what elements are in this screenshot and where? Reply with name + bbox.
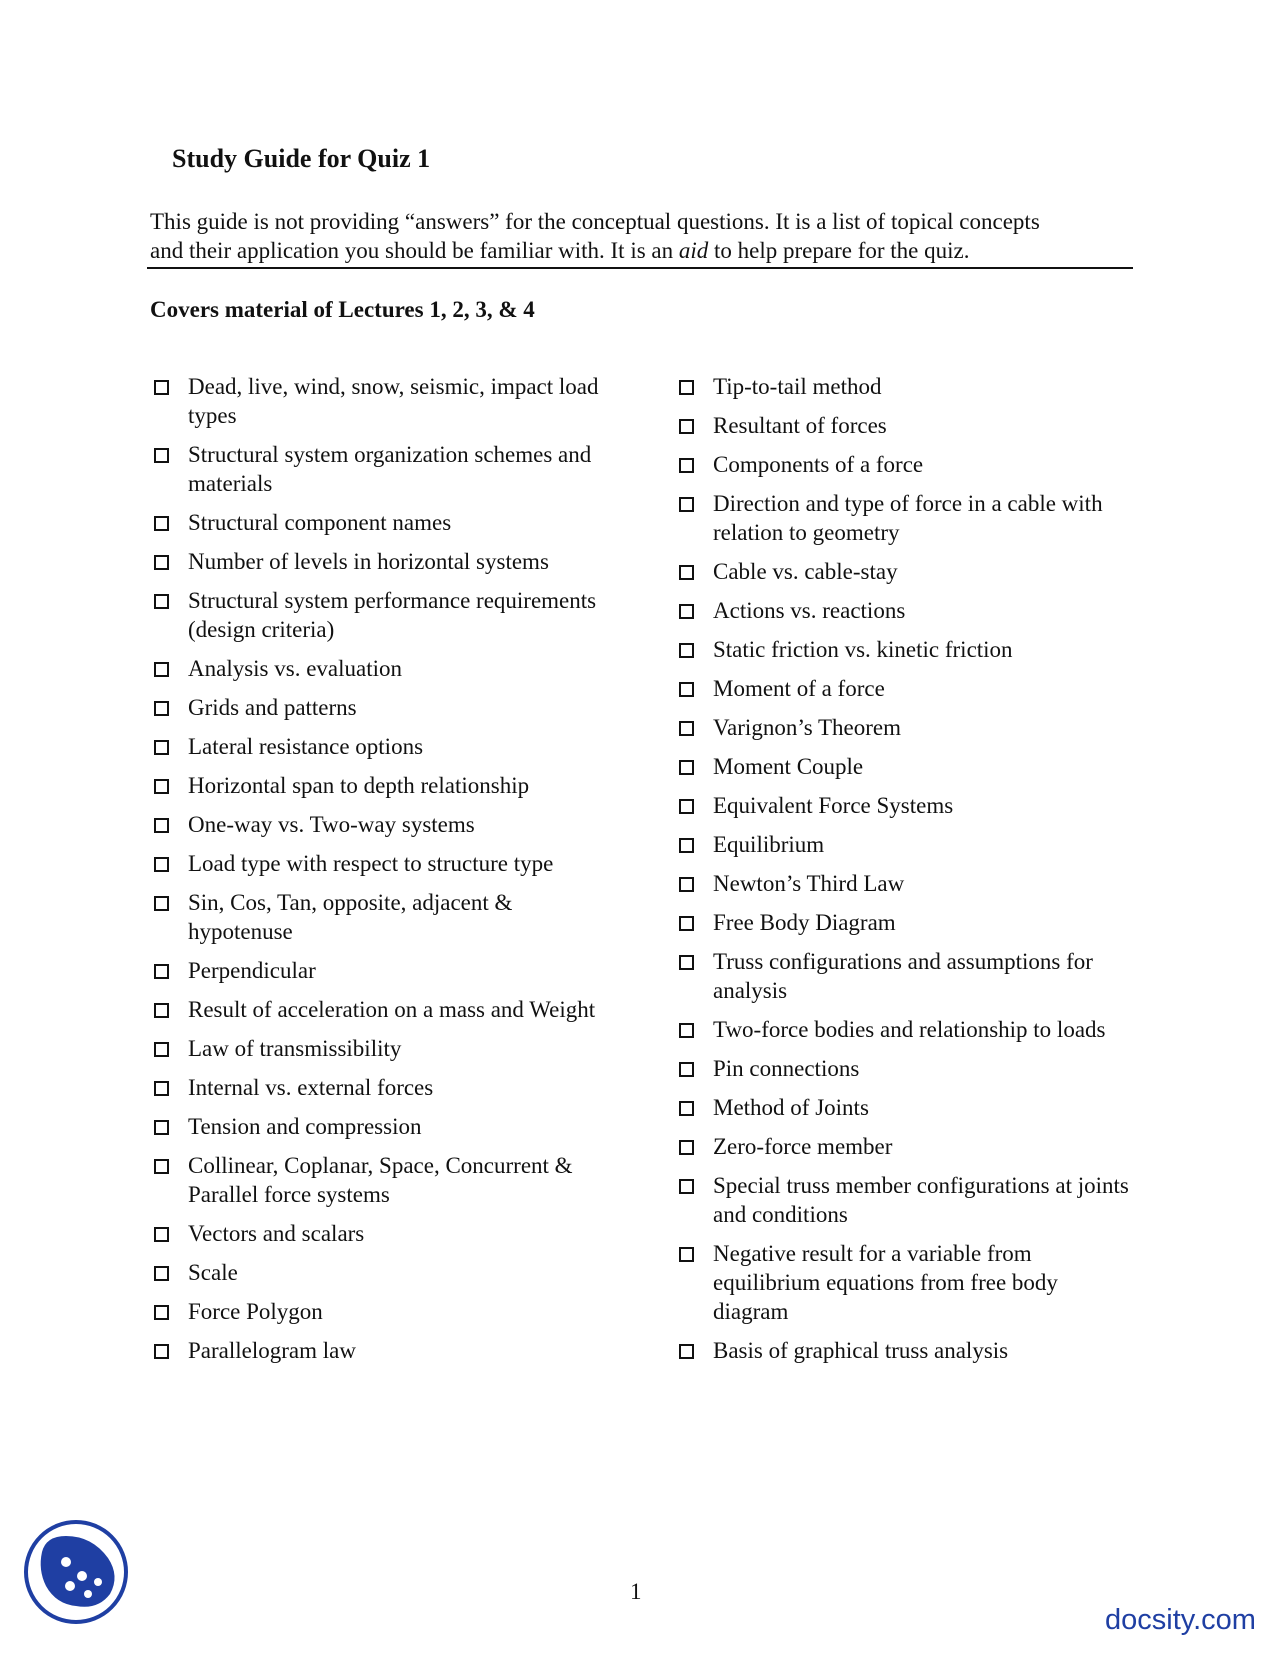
checkbox-icon[interactable]: [154, 380, 169, 395]
checklist-item-label: Zero-force member: [713, 1134, 893, 1159]
checkbox-icon[interactable]: [154, 857, 169, 872]
checklist-item-label: Equilibrium: [713, 832, 825, 857]
checkbox-icon[interactable]: [154, 1042, 169, 1057]
checklist-item-label: Result of acceleration on a mass and Weight: [188, 997, 596, 1022]
checklist-item-label: Moment of a force: [713, 676, 885, 701]
checklist-item-label: Method of Joints: [713, 1095, 869, 1120]
intro-line-2-start: and their application you should be familiar with. It is an: [150, 238, 679, 263]
checklist-item: [677, 1054, 1137, 1083]
checklist-item: [677, 635, 1137, 664]
horizontal-rule: [147, 267, 1133, 269]
checklist-item: [152, 810, 622, 839]
checklist-item-label: Two-force bodies and relationship to loads: [713, 1017, 1106, 1042]
page-number: 1: [630, 1579, 642, 1604]
intro-line-2: [150, 236, 1140, 265]
checkbox-icon[interactable]: [154, 1159, 169, 1174]
checkbox-icon[interactable]: [154, 1120, 169, 1135]
intro-line-1: This guide is not providing “answers” for the conceptual questions. It is a list of topical concepts: [150, 209, 1040, 234]
checklist-item-label: Collinear, Coplanar, Space, Concurrent & Parallel force systems: [188, 1153, 573, 1207]
checklist-item: [152, 1073, 622, 1102]
checklist-item: [152, 1034, 622, 1063]
checklist-item: [677, 1336, 1137, 1365]
checklist-item-label: Parallelogram law: [188, 1338, 356, 1363]
checkbox-icon[interactable]: [154, 1003, 169, 1018]
checklist-item-label: Number of levels in horizontal systems: [188, 549, 549, 574]
checkbox-icon[interactable]: [679, 760, 694, 775]
checkbox-icon[interactable]: [679, 682, 694, 697]
checkbox-icon[interactable]: [679, 643, 694, 658]
checklist-item: [677, 713, 1137, 742]
checkbox-icon[interactable]: [679, 955, 694, 970]
checklist-item: [152, 508, 622, 537]
checkbox-icon[interactable]: [154, 701, 169, 716]
checkbox-icon[interactable]: [679, 1344, 694, 1359]
checklist-item-label: Truss configurations and assumptions for analysis: [713, 949, 1093, 1003]
checkbox-icon[interactable]: [679, 1062, 694, 1077]
checklist-item-label: Structural system organization schemes and materials: [188, 442, 592, 496]
checklist-item-label: Structural component names: [188, 510, 452, 535]
checklist-item-label: Negative result for a variable from equilibrium equations from free body diagram: [713, 1241, 1058, 1324]
checklist-item-label: Moment Couple: [713, 754, 864, 779]
checklist-item-label: Varignon’s Theorem: [713, 715, 902, 740]
checklist-item-label: Scale: [188, 1260, 238, 1285]
checklist-item: [152, 1151, 622, 1209]
intro-emphasis: aid: [678, 238, 709, 263]
checkbox-icon[interactable]: [154, 448, 169, 463]
checklist-item: [677, 1093, 1137, 1122]
checklist-item: [152, 732, 622, 761]
checklist-item-label: Resultant of forces: [713, 413, 887, 438]
checklist-item: [152, 1297, 622, 1326]
checklist-item: [152, 693, 622, 722]
checklist-item-label: Newton’s Third Law: [713, 871, 905, 896]
checkbox-icon[interactable]: [679, 458, 694, 473]
checklist-item-label: Components of a force: [713, 452, 924, 477]
checkbox-icon[interactable]: [679, 419, 694, 434]
checklist-item-label: Cable vs. cable-stay: [713, 559, 898, 584]
checkbox-icon[interactable]: [154, 516, 169, 531]
checklist-item-label: Horizontal span to depth relationship: [188, 773, 530, 798]
checkbox-icon[interactable]: [679, 565, 694, 580]
checklist-item: [152, 1112, 622, 1141]
checklist-item: [152, 654, 622, 683]
checklist-item: [677, 596, 1137, 625]
checklist-item: [677, 947, 1137, 1005]
checklist-item: [677, 1171, 1137, 1229]
checklist-item: [152, 956, 622, 985]
checkbox-icon[interactable]: [154, 1227, 169, 1242]
checklist-item: [677, 557, 1137, 586]
checklist-item-label: Vectors and scalars: [188, 1221, 365, 1246]
checklist-item: [152, 1336, 622, 1365]
checklist-item: [677, 489, 1137, 547]
intro-line-2-end: to help prepare for the quiz.: [708, 238, 970, 263]
checkbox-icon[interactable]: [679, 1179, 694, 1194]
checkbox-icon[interactable]: [679, 497, 694, 512]
checkbox-icon[interactable]: [679, 380, 694, 395]
checklist-item-label: Dead, live, wind, snow, seismic, impact load types: [188, 374, 599, 428]
checkbox-icon[interactable]: [679, 721, 694, 736]
checkbox-icon[interactable]: [154, 1305, 169, 1320]
checklist-item: [677, 411, 1137, 440]
checkbox-icon[interactable]: [679, 799, 694, 814]
checklist-item-label: Actions vs. reactions: [713, 598, 906, 623]
checklist-item: [152, 995, 622, 1024]
checklist-item: [152, 586, 622, 644]
checklist-item: [677, 1239, 1137, 1326]
checklist-item-label: Law of transmissibility: [188, 1036, 402, 1061]
checklist-item: [152, 888, 622, 946]
checkbox-icon[interactable]: [154, 1081, 169, 1096]
checklist-item: [152, 440, 622, 498]
checklist-item-label: Tension and compression: [188, 1114, 422, 1139]
checkbox-icon[interactable]: [679, 1247, 694, 1262]
checklist-item-label: Basis of graphical truss analysis: [713, 1338, 1009, 1363]
checklist-right-column: [677, 372, 1137, 1375]
checkbox-icon[interactable]: [154, 1266, 169, 1281]
checkbox-icon[interactable]: [154, 662, 169, 677]
covers-heading: Covers material of Lectures 1, 2, 3, & 4: [150, 297, 535, 322]
checklist-item-label: One-way vs. Two-way systems: [188, 812, 475, 837]
checklist-item-label: Perpendicular: [188, 958, 316, 983]
checkbox-icon[interactable]: [154, 779, 169, 794]
checklist-item: [152, 372, 622, 430]
checkbox-icon[interactable]: [154, 818, 169, 833]
checklist-item: [677, 752, 1137, 781]
checklist-item: [677, 1132, 1137, 1161]
checkbox-icon[interactable]: [154, 594, 169, 609]
checklist-item: [677, 1015, 1137, 1044]
checklist-item-label: Force Polygon: [188, 1299, 323, 1324]
docsity-brand[interactable]: docsity.com: [1105, 1604, 1256, 1636]
checkbox-icon[interactable]: [679, 1101, 694, 1116]
checklist-item: [677, 372, 1137, 401]
checklist-item: [677, 791, 1137, 820]
docsity-logo-icon: [22, 1518, 130, 1626]
checklist-item-label: Tip-to-tail method: [713, 374, 882, 399]
checklist-item-label: Analysis vs. evaluation: [188, 656, 402, 681]
checklist-item-label: Direction and type of force in a cable with relation to geometry: [713, 491, 1103, 545]
checkbox-icon[interactable]: [679, 1023, 694, 1038]
intro-paragraph: [150, 207, 1140, 265]
checkbox-icon[interactable]: [679, 838, 694, 853]
checkbox-icon[interactable]: [679, 916, 694, 931]
checklist-item-label: Lateral resistance options: [188, 734, 424, 759]
checkbox-icon[interactable]: [154, 1344, 169, 1359]
checkbox-icon[interactable]: [679, 877, 694, 892]
checklist-item: [152, 1219, 622, 1248]
checkbox-icon[interactable]: [154, 964, 169, 979]
checklist-item-label: Sin, Cos, Tan, opposite, adjacent & hypotenuse: [188, 890, 513, 944]
checklist-item-label: Static friction vs. kinetic friction: [713, 637, 1013, 662]
checklist-item: [152, 547, 622, 576]
checkbox-icon[interactable]: [154, 740, 169, 755]
checklist-item-label: Pin connections: [713, 1056, 860, 1081]
checklist-item: [677, 908, 1137, 937]
checklist-item-label: Internal vs. external forces: [188, 1075, 434, 1100]
document-title: Study Guide for Quiz 1: [172, 144, 431, 173]
checklist-item-label: Load type with respect to structure type: [188, 851, 554, 876]
checklist-item-label: Grids and patterns: [188, 695, 357, 720]
checklist-item: [677, 450, 1137, 479]
checklist-item: [152, 849, 622, 878]
checklist-item: [152, 771, 622, 800]
checklist-item-label: Special truss member configurations at joints and conditions: [713, 1173, 1129, 1227]
checklist-left-column: [152, 372, 622, 1375]
checkbox-icon[interactable]: [154, 896, 169, 911]
checklist-item: [152, 1258, 622, 1287]
checklist-item: [677, 869, 1137, 898]
checklist-item: [677, 674, 1137, 703]
checklist-item-label: Structural system performance requirements (design criteria): [188, 588, 597, 642]
checklist-item: [677, 830, 1137, 859]
checklist-item-label: Equivalent Force Systems: [713, 793, 954, 818]
checklist-item-label: Free Body Diagram: [713, 910, 896, 935]
checkbox-icon[interactable]: [679, 1140, 694, 1155]
checkbox-icon[interactable]: [679, 604, 694, 619]
checkbox-icon[interactable]: [154, 555, 169, 570]
